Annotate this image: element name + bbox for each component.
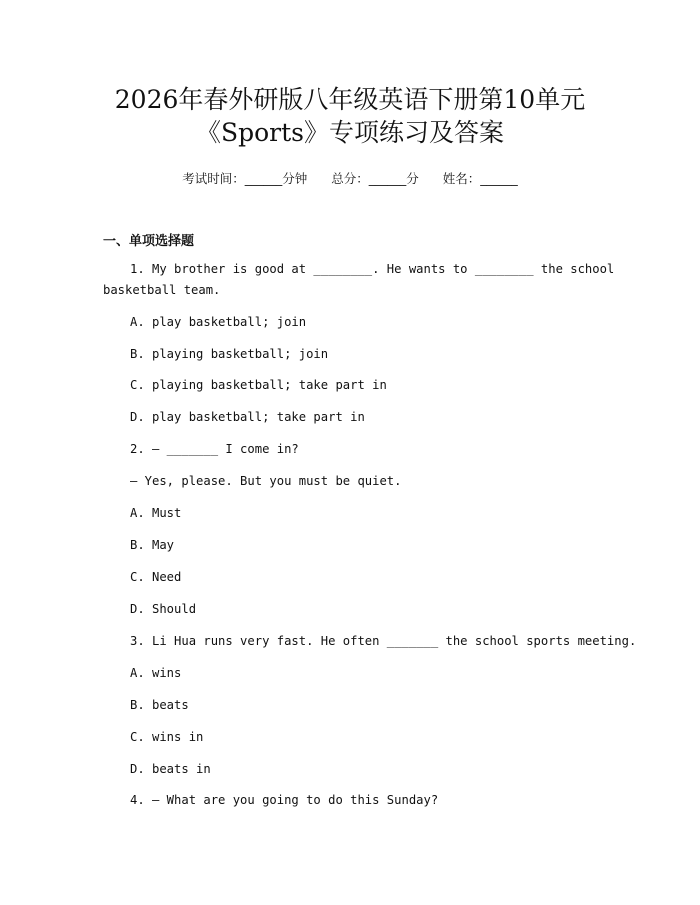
question-1-option-a: A. play basketball; join	[130, 315, 307, 329]
question-1-stem: 1. My brother is good at ________. He wants to ________ the school	[130, 262, 615, 276]
question-1-option-d: D. play basketball; take part in	[130, 410, 365, 424]
exam-info	[0, 169, 700, 187]
question-3-stem: 3. Li Hua runs very fast. He often _______ the school sports meeting.	[130, 634, 637, 648]
question-1-option-c: C. playing basketball; take part in	[130, 378, 387, 392]
question-3-option-a: A. wins	[130, 666, 182, 680]
question-2-reply: — Yes, please. But you must be quiet.	[130, 474, 402, 488]
question-2-option-d: D. Should	[130, 602, 197, 616]
question-4-stem: 4. — What are you going to do this Sunday?	[130, 793, 439, 807]
question-1-option-b: B. playing basketball; join	[130, 347, 329, 361]
document-title-line2: 《Sports》专项练习及答案	[195, 118, 504, 147]
section-title: 一、单项选择题	[103, 234, 195, 249]
exam-time: 考试时间：______分钟	[182, 171, 308, 186]
question-2-option-a: A. Must	[130, 506, 182, 520]
question-3-option-b: B. beats	[130, 698, 189, 712]
exam-score: 总分：______分	[331, 171, 419, 186]
document-title-line1: 2026年春外研版八年级英语下册第10单元	[114, 85, 586, 114]
question-2-option-b: B. May	[130, 538, 175, 552]
question-3-option-c: C. wins in	[130, 730, 204, 744]
question-3-option-d: D. beats in	[130, 762, 211, 776]
exam-name: 姓名：______	[442, 171, 518, 186]
question-2-option-c: C. Need	[130, 570, 182, 584]
question-2-stem: 2. — _______ I come in?	[130, 442, 299, 456]
question-1-stem-cont: basketball team.	[103, 283, 221, 297]
